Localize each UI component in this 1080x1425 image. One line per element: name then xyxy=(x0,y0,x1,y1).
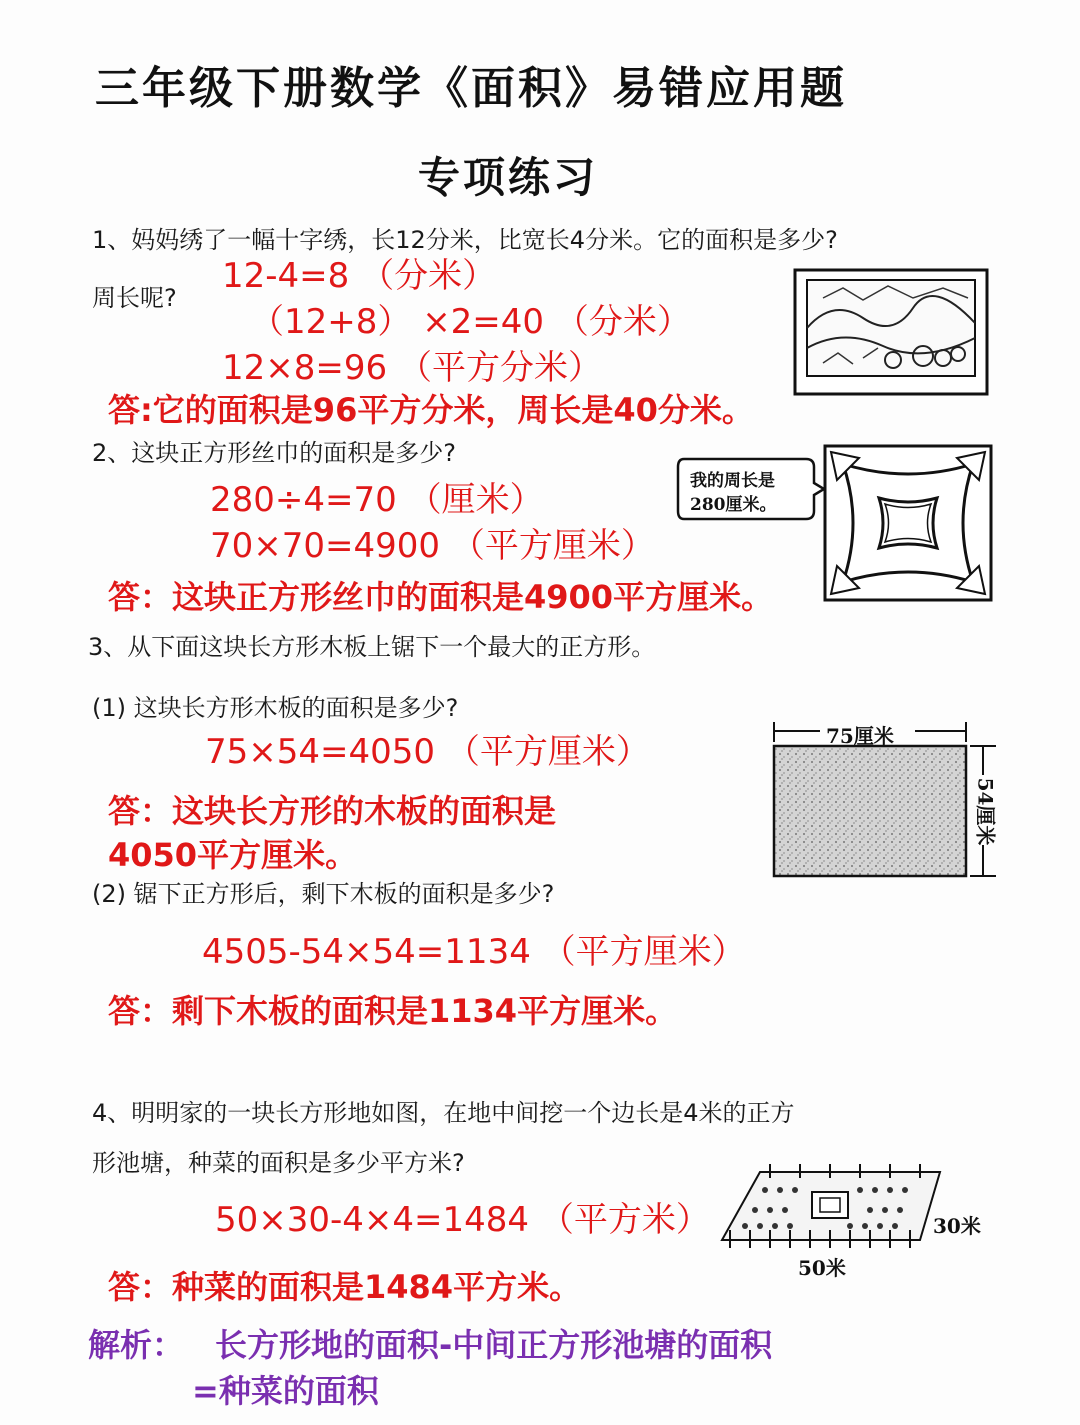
q3-sub1-answer-line2: 4050平方厘米。 xyxy=(108,836,358,874)
q4-answer: 答：种菜的面积是1484平方米。 xyxy=(108,1268,582,1306)
q3-sub2: (2) 锯下正方形后，剩下木板的面积是多少? xyxy=(92,880,555,908)
q1-question-line1: 1、妈妈绣了一幅十字绣，长12分米，比宽长4分米。它的面积是多少? xyxy=(92,226,838,254)
q1-step3: 12×8=96 （平方分米） xyxy=(222,348,602,388)
field-bottom-label: 50米 xyxy=(798,1256,846,1280)
q3-sub1: (1) 这块长方形木板的面积是多少? xyxy=(92,694,459,722)
q4-step: 50×30-4×4=1484 （平方米） xyxy=(215,1200,710,1240)
analysis-line2: =种菜的面积 xyxy=(192,1372,379,1410)
q1-answer: 答:它的面积是96平方分米，周长是40分米。 xyxy=(108,391,754,429)
analysis-line1: 长方形地的面积-中间正方形池塘的面积 xyxy=(215,1326,773,1364)
q3-sub2-step: 4505-54×54=1134 （平方厘米） xyxy=(202,932,746,972)
q2-step2: 70×70=4900 （平方厘米） xyxy=(210,526,655,566)
q1-question-line2: 周长呢? xyxy=(92,284,177,312)
q2-question: 2、这块正方形丝巾的面积是多少? xyxy=(92,439,457,467)
q3-question: 3、从下面这块长方形木板上锯下一个最大的正方形。 xyxy=(88,633,656,661)
page-subtitle: 专项练习 xyxy=(418,153,599,202)
q2-step1: 280÷4=70 （厘米） xyxy=(210,480,544,520)
q4-question-line1: 4、明明家的一块长方形地如图，在地中间挖一个边长是4米的正方 xyxy=(92,1099,795,1127)
bubble-text-line2: 280厘米。 xyxy=(690,495,777,515)
q2-answer: 答：这块正方形丝巾的面积是4900平方厘米。 xyxy=(108,578,774,616)
q1-step1: 12-4=8 （分米） xyxy=(222,256,497,296)
q1-step2: （12+8） ×2=40 （分米） xyxy=(250,302,691,342)
analysis-label: 解析： xyxy=(88,1326,185,1364)
board-height-label: 54厘米 xyxy=(973,777,998,846)
q3-sub2-answer: 答：剩下木板的面积是1134平方厘米。 xyxy=(108,992,678,1030)
vegetable-field-figure xyxy=(720,1160,950,1260)
q3-sub1-answer-line1: 答：这块长方形的木板的面积是 xyxy=(108,792,557,830)
page-title: 三年级下册数学《面积》易错应用题 xyxy=(95,63,847,114)
q3-sub1-step: 75×54=4050 （平方厘米） xyxy=(205,732,650,772)
board-width-label: 75厘米 xyxy=(826,724,894,748)
field-side-label: 30米 xyxy=(933,1214,981,1238)
q4-question-line2: 形池塘，种菜的面积是多少平方米? xyxy=(92,1149,465,1177)
bubble-text-line1: 我的周长是 xyxy=(690,471,775,491)
embroidery-picture xyxy=(793,268,989,398)
square-scarf xyxy=(823,444,993,602)
